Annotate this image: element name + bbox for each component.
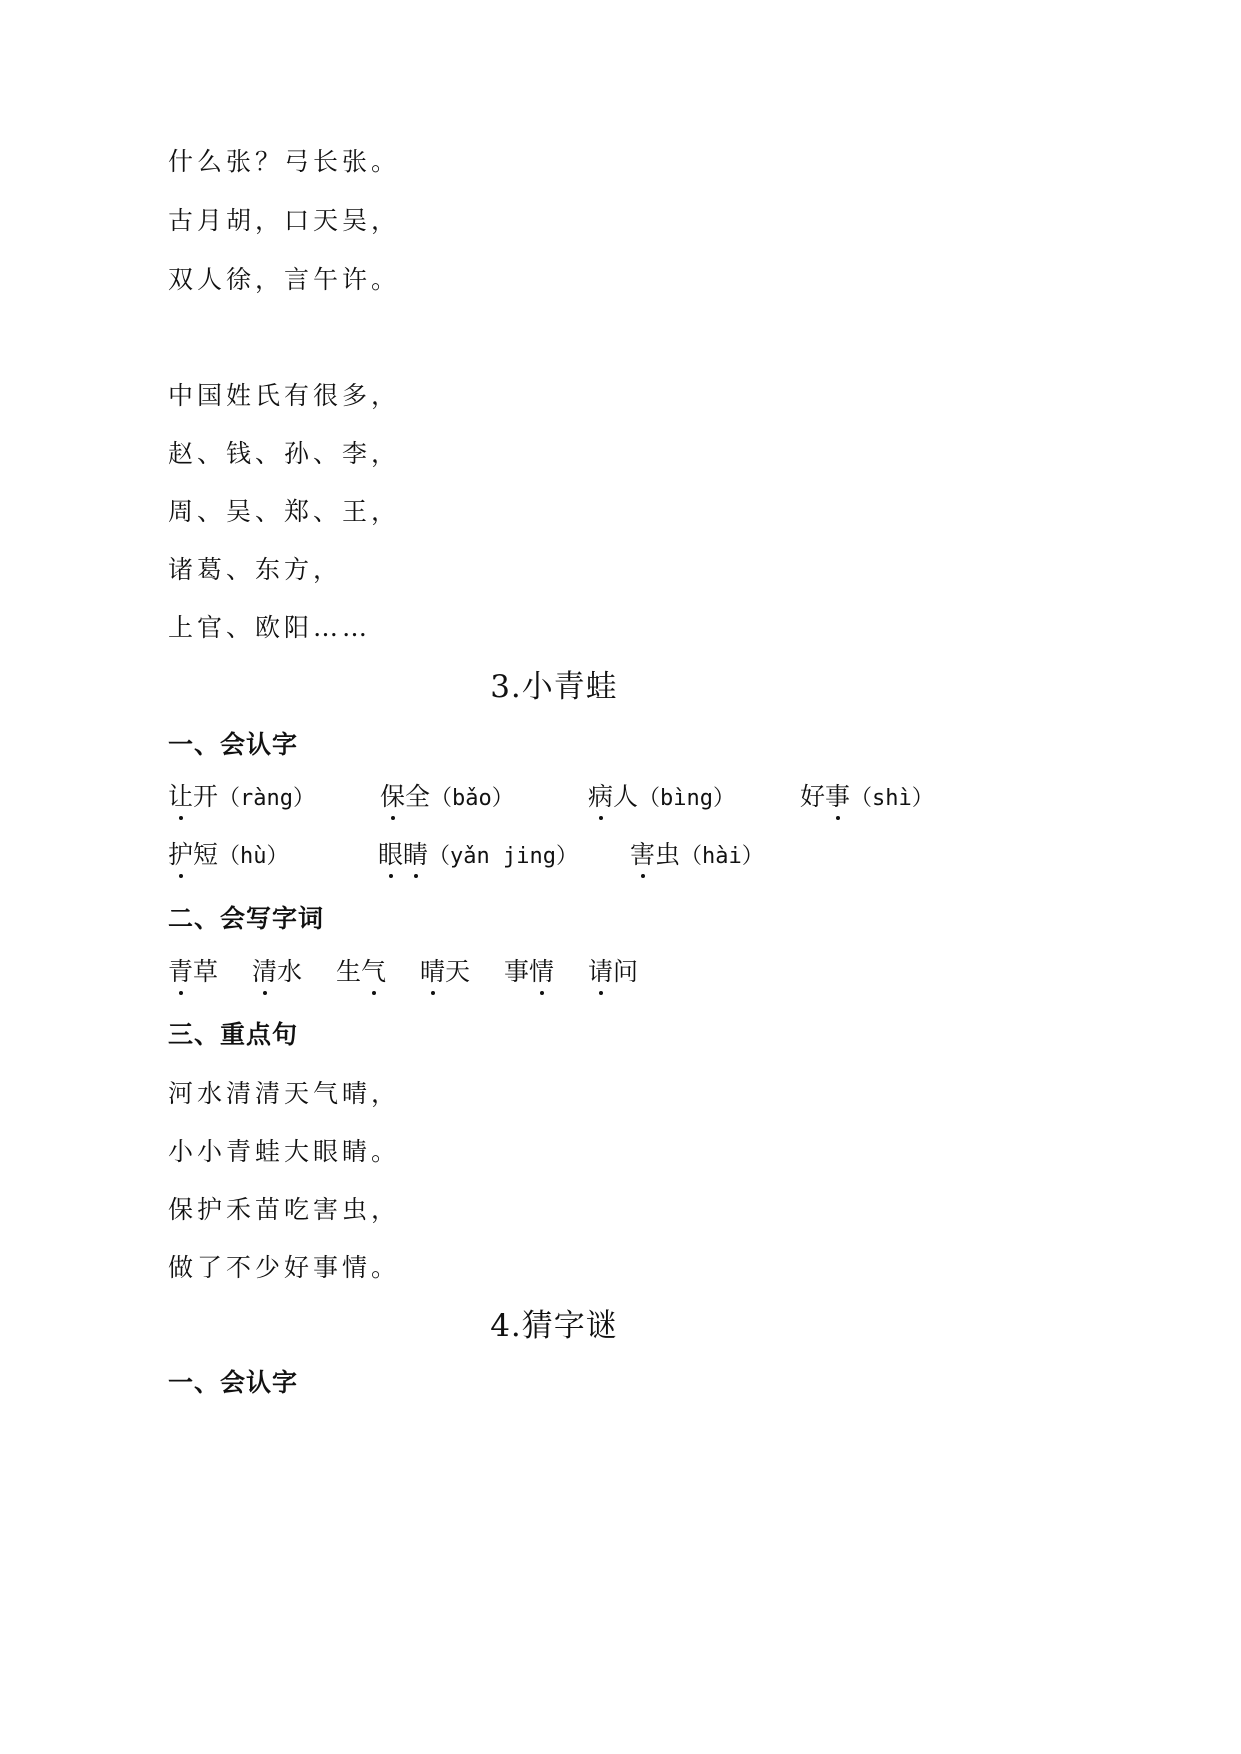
write-words-row xyxy=(168,955,768,989)
dotted-char: 保 xyxy=(380,780,405,814)
vocab-item: 让开（ràng） xyxy=(168,780,315,816)
pinyin: （yǎn jing） xyxy=(428,844,578,869)
sentence-line: 做了不少好事情。 xyxy=(168,1253,401,1282)
vocab-item xyxy=(378,838,578,874)
dotted-char: 眼 xyxy=(378,838,403,872)
word-item: 晴天 xyxy=(420,955,470,989)
vocab-item: 护短（hù） xyxy=(168,838,289,874)
dotted-char: 让 xyxy=(168,780,193,814)
section-heading: 一、会认字 xyxy=(168,1368,299,1397)
dotted-char: 睛 xyxy=(403,838,428,872)
pinyin: （bǎo） xyxy=(430,786,514,811)
vocab-item: 好事（shì） xyxy=(800,780,934,816)
pinyin: （ràng） xyxy=(218,786,316,811)
dotted-char: 护 xyxy=(168,838,193,872)
word-item: 事情 xyxy=(504,955,554,989)
dotted-char: 晴 xyxy=(420,955,445,989)
poem-line: 什么张？弓长张。 xyxy=(168,147,401,176)
recognize-row xyxy=(168,780,968,814)
dotted-char: 病 xyxy=(588,780,613,814)
sentence-line: 保护禾苗吃害虫， xyxy=(168,1195,401,1224)
poem-line: 上官、欧阳…… xyxy=(168,613,372,642)
poem-line: 古月胡，口天吴， xyxy=(168,206,401,235)
dotted-char: 清 xyxy=(252,955,277,989)
dotted-char: 气 xyxy=(361,955,386,989)
dotted-char: 情 xyxy=(529,955,554,989)
vocab-item: 保全（bǎo） xyxy=(380,780,514,816)
poem-line: 中国姓氏有很多， xyxy=(168,381,401,410)
poem-line: 双人徐，言午许。 xyxy=(168,265,401,294)
dotted-char: 青 xyxy=(168,955,193,989)
word-item: 清水 xyxy=(252,955,302,989)
section-heading: 三、重点句 xyxy=(168,1020,299,1049)
vocab-item: 害虫（hài） xyxy=(630,838,764,874)
section-heading: 二、会写字词 xyxy=(168,904,325,933)
vocab-item: 病人（bìng） xyxy=(588,780,735,816)
word-item: 青草 xyxy=(168,955,218,989)
recognize-row xyxy=(168,838,968,872)
word-item: 生气 xyxy=(336,955,386,989)
sentence-line: 小小青蛙大眼睛。 xyxy=(168,1137,401,1166)
word-item: 请问 xyxy=(588,955,638,989)
pinyin: （hù） xyxy=(218,844,289,869)
dotted-char: 事 xyxy=(825,780,850,814)
pinyin: （hài） xyxy=(680,844,764,869)
sentence-line: 河水清清天气晴， xyxy=(168,1079,401,1108)
pinyin: （bìng） xyxy=(638,786,736,811)
poem-line: 周、吴、郑、王， xyxy=(168,497,401,526)
dotted-char: 请 xyxy=(588,955,613,989)
pinyin: （shì） xyxy=(850,786,934,811)
dotted-char: 害 xyxy=(630,838,655,872)
poem-line: 诸葛、东方， xyxy=(168,555,343,584)
section-heading: 一、会认字 xyxy=(168,730,299,759)
poem-line: 赵、钱、孙、李， xyxy=(168,439,401,468)
lesson-title: 4.猜字谜 xyxy=(490,1308,618,1344)
lesson-title: 3.小青蛙 xyxy=(490,669,618,705)
